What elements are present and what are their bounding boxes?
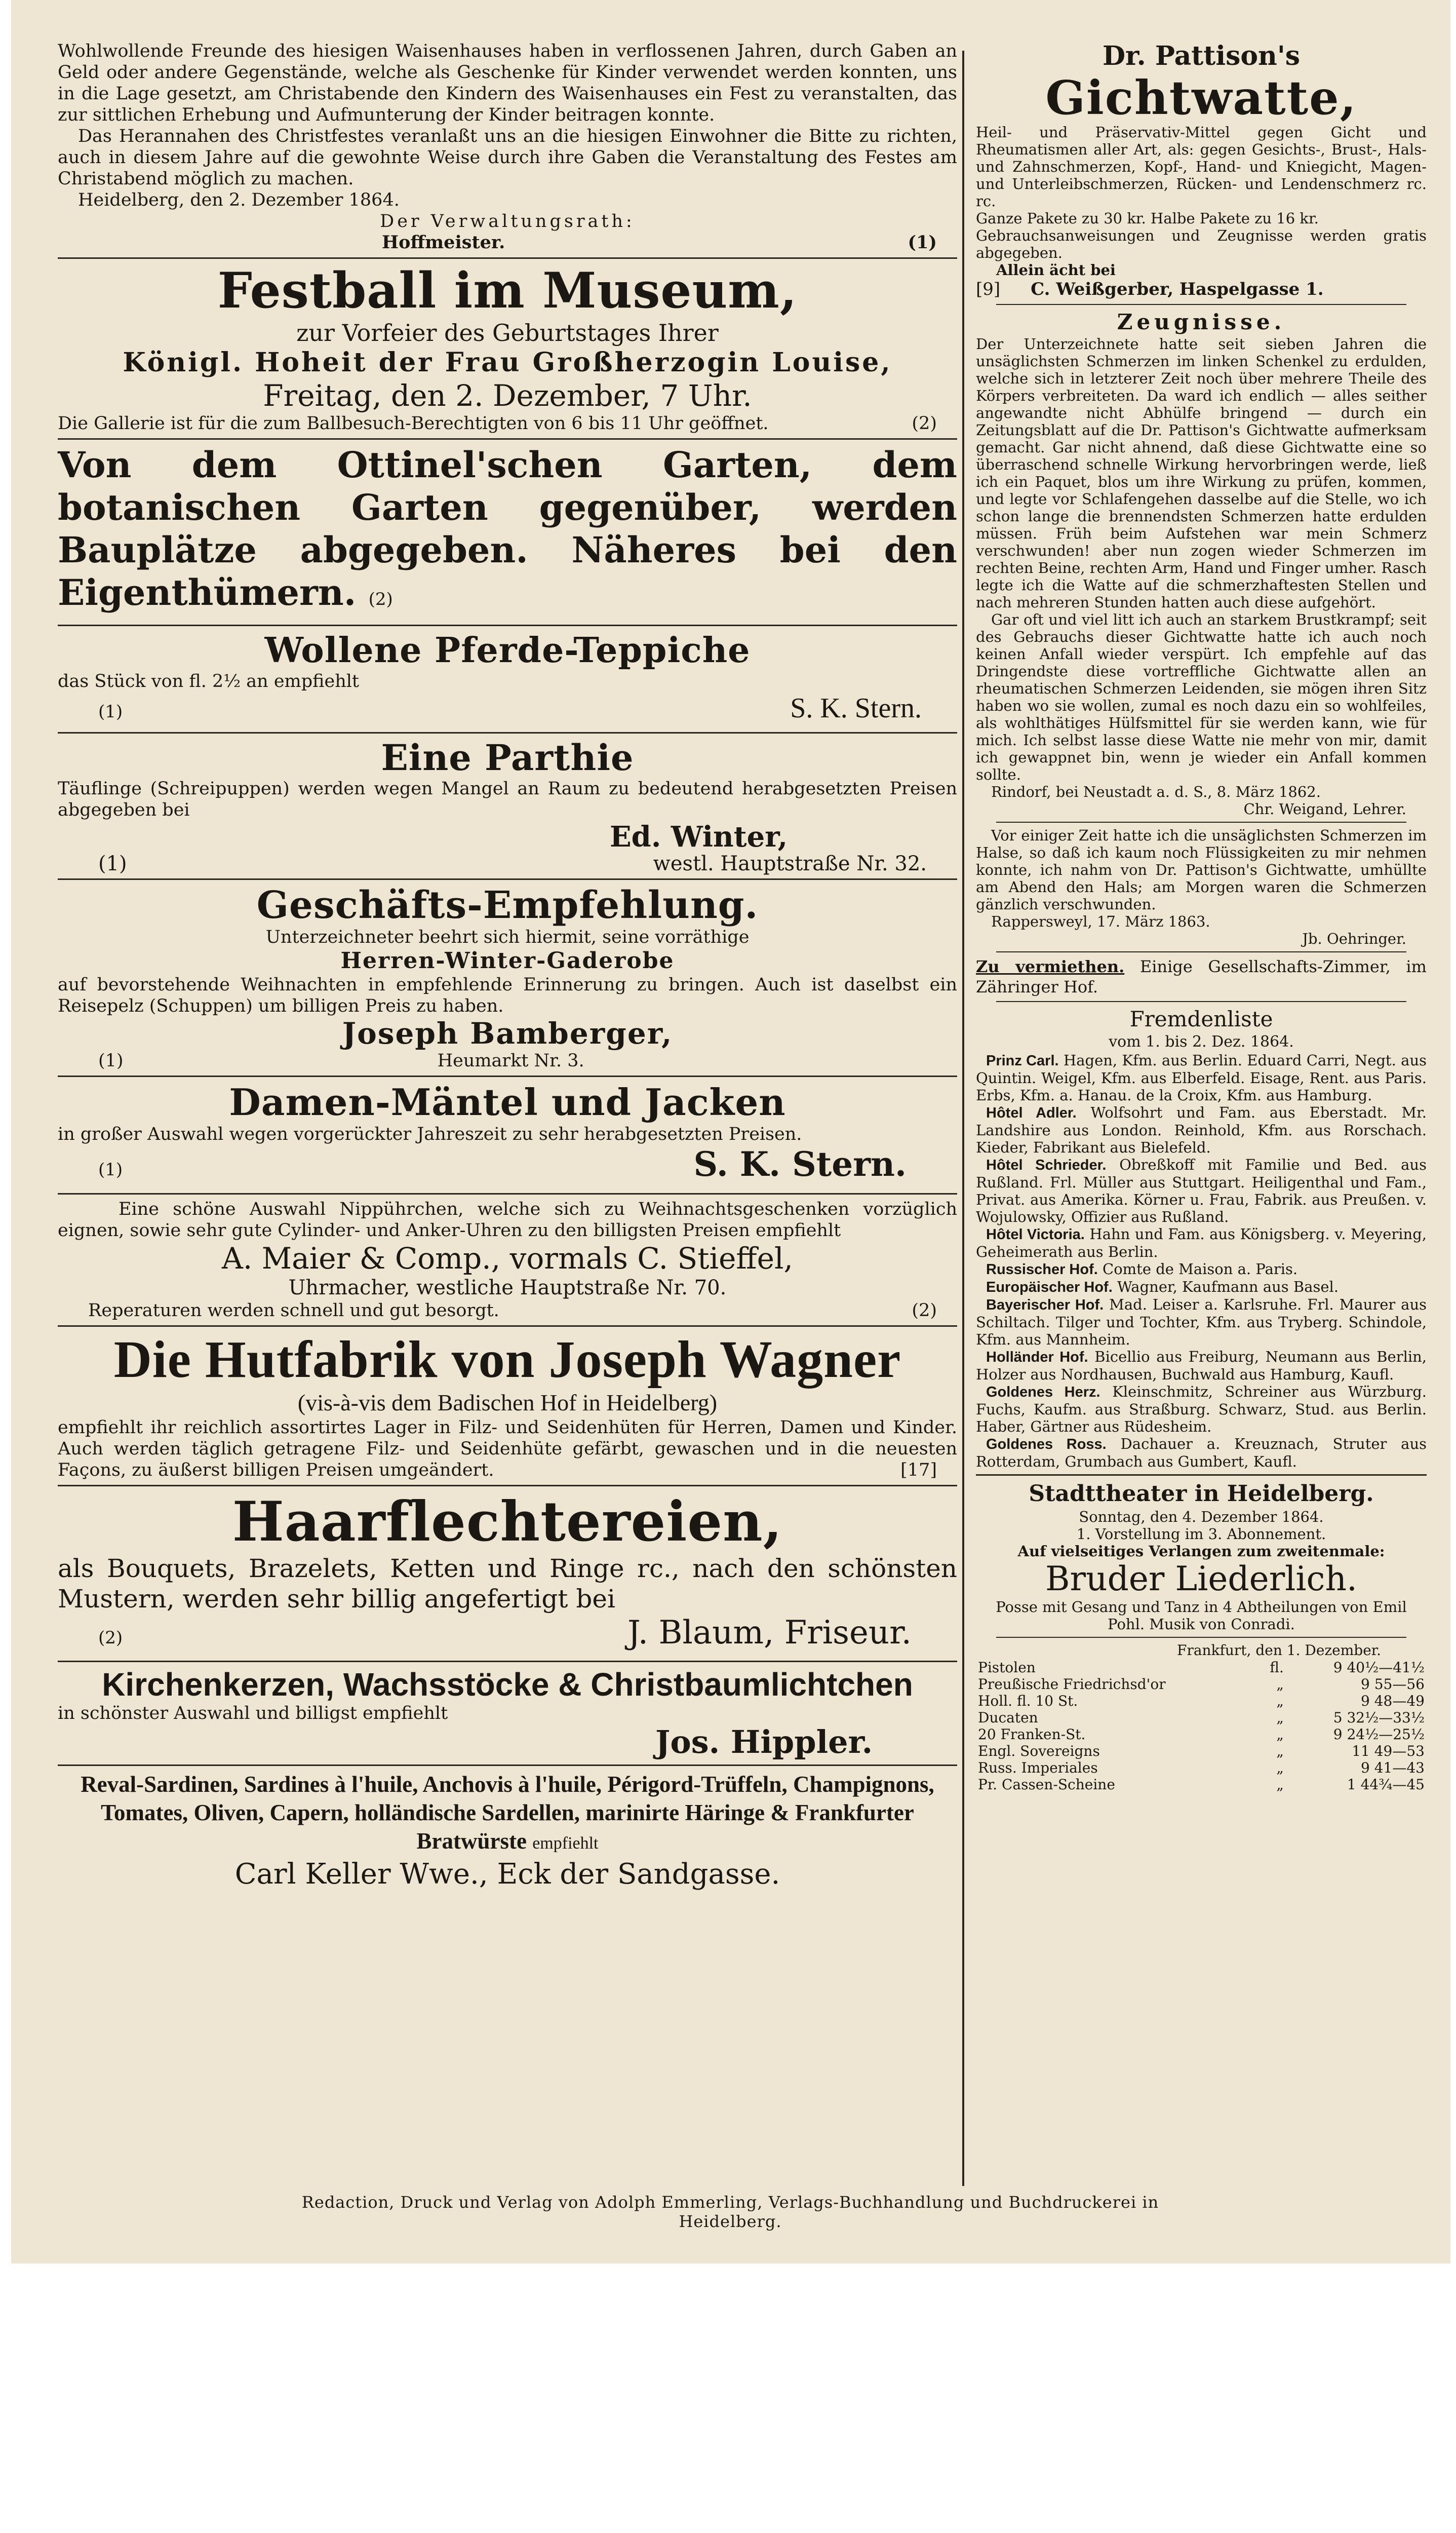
rate-value: 9 41—43	[1361, 1759, 1425, 1776]
teppiche-ad	[58, 630, 957, 728]
haar-text: als Bouquets, Brazelets, Ketten und Ringe rc., nach den schönsten Mustern, werden sehr billig angefertigt bei	[58, 1554, 957, 1614]
maentel-ref: (1)	[98, 1160, 123, 1180]
maentel-ad	[58, 1081, 957, 1189]
hotel-guests: Hahn und Fam. aus Königsberg. v. Meyering, Geheimerath aus Berlin.	[976, 1225, 1427, 1260]
rate-cur: fl.	[1270, 1659, 1284, 1676]
rate-row	[976, 1693, 1427, 1709]
festball-line-3: Freitag, den 2. Dezember, 7 Uhr.	[263, 378, 752, 413]
uhren-address: Uhrmacher, westliche Hauptstraße Nr. 70.	[288, 1276, 727, 1299]
rates-head: Frankfurt, den 1. Dezember.	[1177, 1642, 1381, 1659]
newspaper-page	[11, 0, 1450, 2263]
rates-table	[976, 1659, 1427, 1793]
festball-ad	[58, 263, 957, 434]
rate-row	[976, 1709, 1427, 1726]
rate-name: Preußische Friedrichsd'or	[978, 1676, 1166, 1693]
hotel-entry	[976, 1348, 1427, 1383]
hotel-guests: Hagen, Kfm. aus Berlin. Eduard Carri, Negt. aus Quintin. Weigel, Kfm. aus Elberfeld. Eisage, Rent. aus Paris. Erbs, Kfm. a. Hanau. de la Croix, Kfm. aus Hamburg.	[976, 1052, 1427, 1104]
separator	[58, 257, 957, 259]
theater-date: Sonntag, den 4. Dezember 1864.	[1079, 1508, 1324, 1525]
theater-line-1: 1. Vorstellung im 3. Abonnement.	[1076, 1525, 1326, 1543]
exchange-rates	[976, 1642, 1427, 1793]
separator	[58, 438, 957, 440]
rate-value: 5 32½—33½	[1333, 1709, 1425, 1726]
hotel-guests: Kleinschmitz, Schreiner aus Würzburg. Fuchs, Kaufm. aus Straßburg. Schwarz, Stud. aus Berlin. Haber, Gärtner aus Rüdesheim.	[976, 1383, 1427, 1435]
pattison-prices: Ganze Pakete zu 30 kr. Halbe Pakete zu 16 kr.	[976, 210, 1319, 227]
hotel-entry	[976, 1278, 1427, 1296]
separator	[58, 1661, 957, 1662]
geschaeft-title: Geschäfts-Empfehlung.	[256, 884, 759, 927]
teppiche-title: Wollene Pferde-Teppiche	[264, 630, 751, 671]
rate-row	[976, 1776, 1427, 1793]
rate-name: Holl. fl. 10 St.	[978, 1693, 1078, 1709]
maentel-text: in großer Auswahl wegen vorgerückter Jahreszeit zu sehr herabgesetzten Preisen.	[58, 1124, 802, 1144]
partie-title: Eine Parthie	[381, 737, 634, 779]
sardinen-signer: Carl Keller Wwe., Eck der Sandgasse.	[234, 1858, 780, 1891]
rate-value: 9 24½—25½	[1333, 1726, 1425, 1743]
geschaeft-line-1: Unterzeichneter beehrt sich hiermit, seine vorräthige	[265, 927, 750, 947]
hotel-entry	[976, 1225, 1427, 1260]
column-divider	[962, 51, 964, 2186]
hotel-entry	[976, 1104, 1427, 1156]
haar-title: Haarflechtereien,	[232, 1490, 783, 1554]
hotel-name: Europäischer Hof.	[986, 1279, 1113, 1295]
rate-cur: „	[1276, 1709, 1284, 1726]
geschaeft-text: auf bevorstehende Weihnachten in empfehlende Erinnerung zu bringen. Auch ist daselbst ein Reisepelz (Schuppen) um billigen Preis zu haben.	[58, 975, 957, 1016]
hotel-name: Goldenes Herz.	[986, 1384, 1100, 1400]
rate-value: 9 48—49	[1361, 1693, 1425, 1709]
rate-name: Pr. Cassen-Scheine	[978, 1776, 1115, 1793]
separator	[58, 1193, 957, 1195]
rate-row	[976, 1726, 1427, 1743]
hutfabrik-ad	[58, 1331, 957, 1481]
orphanage-text-1: Wohlwollende Freunde des hiesigen Waisenhauses haben in verflossenen Jahren, durch Gaben an Geld oder andere Gegenstände, welche als Geschenke für Kinder verwendet werden konnten, uns in die Lage gesetzt, am Christabende den Kindern des Waisenhauses ein Fest zu veranstalten, das zur sittlichen Erhebung und Aufmunterung der Kinder beitragen konnte.	[58, 41, 957, 125]
festball-title: Festball im Museum,	[217, 262, 798, 319]
hotel-name: Prinz Carl.	[986, 1053, 1059, 1069]
rate-row	[976, 1659, 1427, 1676]
rate-cur: „	[1276, 1759, 1284, 1776]
geschaeft-ad	[58, 884, 957, 1071]
sardinen-text: Reval-Sardinen, Sardines à l'huile, Anchovis à l'huile, Périgord-Trüffeln, Champignons, Tomates, Oliven, Capern, holländische Sardellen, marinirte Häringe & Frankfurter Bratwürste	[81, 1772, 934, 1854]
sardinen-tail: empfiehlt	[532, 1834, 599, 1853]
hotel-guests: Dachauer a. Kreuznach, Struter aus Rotterdam, Grumbach aus Gumbert, Kaufl.	[976, 1435, 1427, 1470]
partie-ad	[58, 738, 957, 874]
library-footer	[0, 2263, 1456, 2372]
separator	[58, 732, 957, 734]
ottinel-text: Von dem Ottinel'schen Garten, dem botanischen Garten gegenüber, werden Bauplätze abgegeben. Näheres bei den Eigenthümern.	[58, 444, 957, 613]
kerzen-text: in schönster Auswahl und billigst empfiehlt	[58, 1703, 448, 1723]
hotel-entry	[976, 1260, 1427, 1278]
festball-text: Die Gallerie ist für die zum Ballbesuch-Berechtigten von 6 bis 11 Uhr geöffnet.	[58, 413, 769, 434]
separator	[996, 1001, 1406, 1002]
pattison-note: Gebrauchsanweisungen und Zeugnisse werden gratis abgegeben.	[976, 227, 1427, 261]
hotel-guests: Wolfsohrt und Fam. aus Eberstadt. Mr. Landshire aus London. Reinhold, Kfm. aus Rorschach. Kieder, Fabrikant aus Bielefeld.	[976, 1104, 1427, 1156]
uhren-ad	[58, 1199, 957, 1321]
separator	[996, 304, 1406, 305]
ottinel-ref: (2)	[368, 589, 393, 609]
haar-signer: J. Blaum, Friseur.	[627, 1614, 912, 1652]
hotel-name: Bayerischer Hof.	[986, 1297, 1104, 1313]
imprint: Redaction, Druck und Verlag von Adolph Emmerling, Verlags-Buchhandlung und Buchdruckerei in Heidelberg.	[301, 2193, 1159, 2231]
rate-cur: „	[1276, 1743, 1284, 1759]
rate-value: 9 40½—41½	[1333, 1659, 1425, 1676]
hotel-guests: Bicellio aus Freiburg, Neumann aus Berlin, Holzer aus Nordhausen, Buchwald aus Hamburg, Kaufl.	[976, 1348, 1427, 1383]
partie-text: Täuflinge (Schreipuppen) werden wegen Mangel an Raum zu bedeutend herabgesetzten Preisen abgegeben bei	[58, 779, 957, 820]
geschaeft-signer: Joseph Bamberger,	[342, 1016, 673, 1051]
orphanage-place-date: Heidelberg, den 2. Dezember 1864.	[78, 190, 400, 210]
fremden-date: vom 1. bis 2. Dez. 1864.	[1109, 1033, 1294, 1051]
fremden-title: Fremdenliste	[1129, 1007, 1273, 1031]
hotel-entry	[976, 1383, 1427, 1435]
pattison-ad	[976, 41, 1427, 300]
separator	[58, 1325, 957, 1327]
theater-line-2: Auf vielseitiges Verlangen zum zweitenmale:	[1017, 1543, 1385, 1560]
pattison-text: Heil- und Präservativ-Mittel gegen Gicht und Rheumatismen aller Art, als: gegen Gesichts-, Brust-, Hals- und Zahnschmerzen, Kopf-, Hand- und Kniegicht, Magen- und Unterleibschmerzen, Rücken- und Lendenschmerz rc. rc.	[976, 124, 1427, 210]
hotel-entry	[976, 1435, 1427, 1470]
rate-name: Pistolen	[978, 1659, 1036, 1676]
hotel-entry	[976, 1052, 1427, 1104]
rate-cur: „	[1276, 1676, 1284, 1693]
separator	[58, 1764, 957, 1766]
haar-ref: (2)	[98, 1628, 123, 1648]
festball-line-1: zur Vorfeier des Geburtstages Ihrer	[296, 319, 719, 347]
pattison-only: Allein ächt bei	[996, 261, 1116, 279]
rate-name: Ducaten	[978, 1709, 1038, 1726]
zeugnisse-text-3: Vor einiger Zeit hatte ich die unsäglichsten Schmerzen im Halse, so daß ich kaum noch Flüssigkeiten zu mir nehmen konnte, ich nahm von Dr. Pattison's Gichtwatte, umhüllte am Abend den Hals; am Morgen waren die Schmerzen gänzlich verschwunden.	[976, 827, 1427, 913]
teppiche-ref: (1)	[98, 702, 123, 722]
kerzen-title: Kirchenkerzen, Wachsstöcke & Christbaumlichtchen	[102, 1666, 913, 1703]
pattison-seller: C. Weißgerber, Haspelgasse 1.	[1031, 279, 1324, 299]
zeugnisse-place-2: Rappersweyl, 17. März 1863.	[991, 913, 1210, 930]
rate-row	[976, 1743, 1427, 1759]
rate-cur: „	[1276, 1726, 1284, 1743]
uhren-signer: A. Maier & Comp., vormals C. Stieffel,	[222, 1241, 793, 1276]
hotel-guests: Obreßkoff mit Familie und Bed. aus Rußland. Frl. Müller aus Stuttgart. Heiligenthal und Fam., Privat. aus Amerika. Körner u. Frau, Fabrik. aus Preußen. v. Wojulowsky, Offizier aus Rußland.	[976, 1156, 1427, 1225]
hutfabrik-text: empfiehlt ihr reichlich assortirtes Lager in Filz- und Seidenhüten für Herren, Damen und Kinder. Auch werden täglich getragene Filz- und Seidenhüte gefärbt, gewaschen und in die neuesten Façons, zu äußerst billigen Preisen umgeändert.	[58, 1417, 957, 1480]
zeugnisse	[976, 309, 1427, 947]
uhren-ref: (2)	[912, 1300, 937, 1321]
hotel-entry	[976, 1296, 1427, 1348]
rate-cur: „	[1276, 1776, 1284, 1793]
hotel-name: Hôtel Schrieder.	[986, 1157, 1107, 1173]
theater-desc: Posse mit Gesang und Tanz in 4 Abtheilungen von Emil Pohl. Musik von Conradi.	[996, 1598, 1407, 1633]
hotel-name: Holländer Hof.	[986, 1349, 1088, 1365]
theater-title: Stadttheater in Heidelberg.	[1029, 1481, 1374, 1507]
separator	[58, 625, 957, 626]
hotel-guests: Wagner, Kaufmann aus Basel.	[1117, 1278, 1339, 1295]
hotel-list	[976, 1052, 1427, 1470]
teppiche-text: das Stück von fl. 2½ an empfiehlt	[58, 671, 359, 692]
hotel-name: Russischer Hof.	[986, 1261, 1098, 1278]
kerzen-signer: Jos. Hippler.	[655, 1723, 873, 1760]
orphanage-board: Der Verwaltungsrath:	[380, 211, 635, 232]
kerzen-ad	[58, 1666, 957, 1760]
haar-ad	[58, 1490, 957, 1657]
rate-value: 1 44¾—45	[1347, 1776, 1425, 1793]
maentel-signer: S. K. Stern.	[693, 1144, 907, 1184]
ottinel-ad	[58, 444, 957, 621]
rate-value: 11 49—53	[1352, 1743, 1425, 1759]
fremdenliste	[976, 1006, 1427, 1470]
separator	[996, 1637, 1406, 1638]
rate-value: 9 55—56	[1361, 1676, 1425, 1693]
hotel-name: Hôtel Adler.	[986, 1105, 1077, 1121]
teppiche-signer: S. K. Stern.	[790, 693, 922, 724]
rate-name: Engl. Sovereigns	[978, 1743, 1100, 1759]
hotel-name: Goldenes Ross.	[986, 1436, 1107, 1452]
orphanage-signer: Hoffmeister.	[382, 232, 505, 253]
separator	[58, 1485, 957, 1486]
vermiethen-text: Einige Gesellschafts-Zimmer, im Zähringer Hof.	[976, 957, 1427, 996]
hutfabrik-ref: [17]	[900, 1460, 937, 1480]
hutfabrik-subtitle: (vis-à-vis dem Badischen Hof in Heidelberg)	[297, 1390, 718, 1415]
zeugnisse-name-2: Jb. Oehringer.	[1302, 930, 1406, 947]
rate-name: 20 Franken-St.	[978, 1726, 1086, 1743]
separator	[58, 878, 957, 880]
separator	[996, 822, 1406, 823]
separator	[58, 1076, 957, 1077]
orphanage-ref: (1)	[908, 232, 937, 253]
geschaeft-address: Heumarkt Nr. 3.	[437, 1051, 584, 1071]
pattison-title-2: Gichtwatte,	[1045, 70, 1357, 125]
partie-ref: (1)	[98, 852, 127, 875]
rate-name: Russ. Imperiales	[978, 1759, 1098, 1776]
partie-address: westl. Hauptstraße Nr. 32.	[653, 852, 927, 875]
hutfabrik-title: Die Hutfabrik von Joseph Wagner	[113, 1330, 901, 1389]
zeugnisse-place-1: Rindorf, bei Neustadt a. d. S., 8. März 1862.	[991, 783, 1321, 800]
partie-signer: Ed. Winter,	[610, 820, 788, 854]
separator	[996, 951, 1406, 952]
vermiethen-head: Zu vermiethen.	[976, 957, 1125, 976]
zeugnisse-text-2: Gar oft und viel litt ich auch an starkem Brustkrampf; seit des Gebrauchs dieser Gichtwatte hatte ich auch noch keinen Anfall wieder verspürt. Ich empfehle auf das Dringendste diese vortreffliche Gichtwatte allen an rheumatischen Schmerzen Leidenden, sie mögen ihren Sitz haben wo sie wollen, zumal es noch dazu ein so wohlfeiles, als wohlthätiges Hülfsmittel für sie werden kann, wie für mich. Ich selbst lasse diese Watte nie mehr von mir, damit ich gewappnet bin, wenn je wieder ein Anfall kommen sollte.	[976, 611, 1427, 783]
geschaeft-line-2: Herren-Winter-Gaderobe	[340, 948, 675, 974]
rate-row	[976, 1676, 1427, 1693]
hotel-entry	[976, 1156, 1427, 1225]
theater-play: Bruder Liederlich.	[1045, 1559, 1357, 1598]
pattison-ref: [9]	[976, 279, 1001, 299]
uhren-text: Eine schöne Auswahl Nippührchen, welche sich zu Weihnachtsgeschenken vorzüglich eignen, sowie sehr gute Cylinder- und Anker-Uhren zu den billigsten Preisen empfiehlt	[58, 1199, 957, 1241]
hotel-name: Hôtel Victoria.	[986, 1226, 1085, 1243]
orphanage-notice	[58, 41, 957, 253]
geschaeft-ref: (1)	[98, 1051, 124, 1071]
festball-ref: (2)	[912, 413, 937, 434]
sardinen-ad	[58, 1770, 957, 1891]
separator	[976, 1474, 1427, 1476]
hotel-guests: Comte de Maison a. Paris.	[1103, 1260, 1298, 1278]
right-column	[976, 41, 1427, 1793]
zeugnisse-title: Zeugnisse.	[1117, 310, 1286, 334]
zeugnisse-text-1: Der Unterzeichnete hatte seit sieben Jahren die unsäglichsten Schmerzen im linken Schenkel zu erdulden, welche sich in letzterer Zeit noch über mehrere Theile des Körpers verbreiteten. Da ward ich endlich — alles seither angewandte nicht Abhülfe bringend — durch ein Zeitungsblatt auf die Dr. Pattison's Gichtwatte aufmerksam gemacht. Gar nicht ahnend, daß diese Gichtwatte eine so überraschend schnelle Wirkung hervorbringen werde, ließ ich ein Paquet, blos um ihre Wirkung zu prüfen, kommen, und legte vor Schlafengehen dasselbe auf die Stelle, wo ich schon lange die brennendsten Schmerzen hatte erdulden müssen. Früh beim Aufstehen war mein Schmerz verschwunden! aber nun zogen wieder Schmerzen im rechten Beine, rechten Arm, Hand und Finger umher. Rasch legte ich die Watte auf die schmerzhaftesten Stellen und nach mehreren Stunden hatten auch diese aufgehört.	[976, 335, 1427, 611]
theater-ad	[976, 1480, 1427, 1633]
left-column	[58, 41, 957, 1891]
uhren-note: Reperaturen werden schnell und gut besorgt.	[88, 1300, 499, 1321]
zeugnisse-name-1: Chr. Weigand, Lehrer.	[1243, 800, 1406, 818]
rate-row	[976, 1759, 1427, 1776]
vermiethen-ad	[976, 956, 1427, 997]
orphanage-text-2: Das Herannahen des Christfestes veranlaßt uns an die hiesigen Einwohner die Bitte zu richten, auch in diesem Jahre auf die gewohnte Weise durch ihre Gaben die Veranstaltung des Festes am Christabend möglich zu machen.	[58, 126, 957, 189]
pattison-title-1: Dr. Pattison's	[1102, 41, 1301, 71]
rate-cur: „	[1276, 1693, 1284, 1709]
maentel-title: Damen-Mäntel und Jacken	[229, 1081, 786, 1124]
hotel-guests: Mad. Leiser a. Karlsruhe. Frl. Maurer aus Schiltach. Tilger und Tochter, Kfm. aus Tryberg. Schindole, Kfm. aus Mannheim.	[976, 1296, 1427, 1348]
festball-line-2: Königl. Hoheit der Frau Großherzogin Louise,	[123, 347, 892, 378]
